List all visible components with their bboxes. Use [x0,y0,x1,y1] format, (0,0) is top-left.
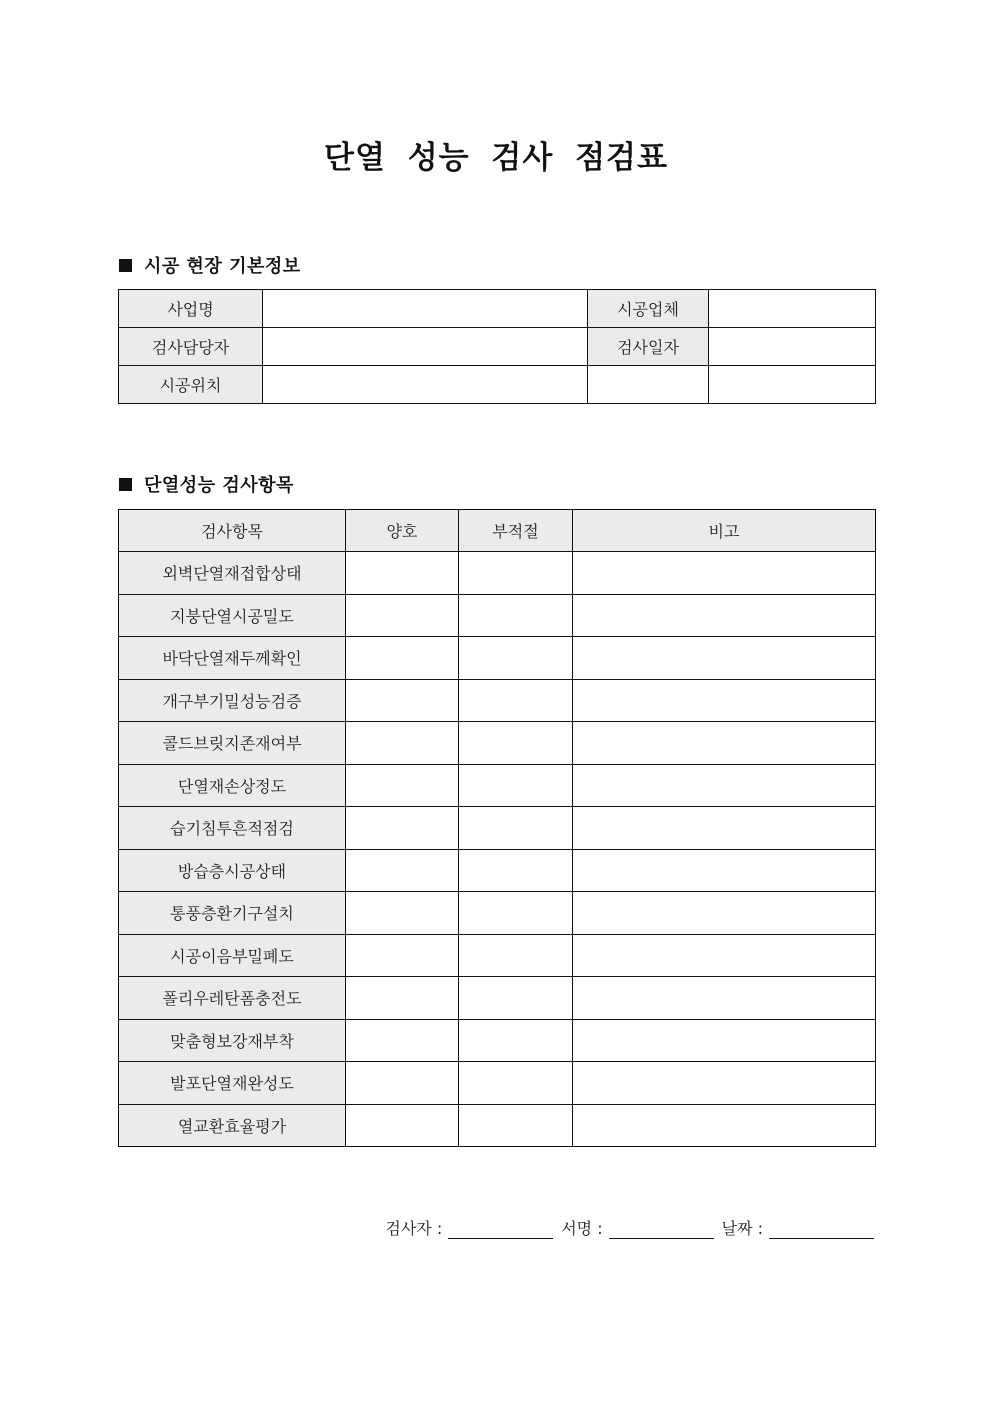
square-bullet-icon [119,259,132,272]
poor-check-cell[interactable] [459,552,573,595]
inspection-item-label: 시공이음부밀폐도 [119,934,346,977]
remarks-cell[interactable] [573,594,876,637]
inspection-item-label: 개구부기밀성능검증 [119,679,346,722]
good-check-cell[interactable] [346,637,459,680]
poor-check-cell[interactable] [459,1104,573,1147]
good-check-cell[interactable] [346,807,459,850]
good-check-cell[interactable] [346,1019,459,1062]
inspection-item-label: 열교환효율평가 [119,1104,346,1147]
site-info-table [118,289,876,404]
good-check-cell[interactable] [346,764,459,807]
good-check-cell[interactable] [346,594,459,637]
good-check-cell[interactable] [346,1062,459,1105]
poor-check-cell[interactable] [459,764,573,807]
poor-check-cell[interactable] [459,637,573,680]
remarks-cell[interactable] [573,679,876,722]
good-check-cell[interactable] [346,892,459,935]
inspection-row [119,722,876,765]
poor-check-cell[interactable] [459,977,573,1020]
good-check-cell[interactable] [346,849,459,892]
inspection-header-row [119,510,876,552]
site-info-label: 시공위치 [119,366,263,404]
inspection-row [119,892,876,935]
remarks-cell[interactable] [573,934,876,977]
inspection-row [119,1104,876,1147]
column-header-remarks: 비고 [573,510,876,552]
site-info-row [119,290,876,328]
remarks-cell[interactable] [573,1019,876,1062]
remarks-cell[interactable] [573,807,876,850]
good-check-cell[interactable] [346,552,459,595]
remarks-cell[interactable] [573,764,876,807]
remarks-cell[interactable] [573,849,876,892]
site-info-label: 사업명 [119,290,263,328]
remarks-cell[interactable] [573,637,876,680]
inspection-heading [119,471,294,497]
inspection-row [119,594,876,637]
inspection-item-label: 발포단열재완성도 [119,1062,346,1105]
inspection-item-label: 단열재손상정도 [119,764,346,807]
remarks-cell[interactable] [573,1062,876,1105]
inspection-row [119,1062,876,1105]
inspection-heading-text: 단열성능 검사항목 [144,475,294,496]
square-bullet-icon [119,478,132,491]
site-info-value-field[interactable] [263,328,588,366]
site-info-row [119,328,876,366]
inspection-row [119,849,876,892]
column-header-poor: 부적절 [459,510,573,552]
poor-check-cell[interactable] [459,679,573,722]
poor-check-cell[interactable] [459,594,573,637]
site-info-heading [119,252,301,278]
poor-check-cell[interactable] [459,1019,573,1062]
site-info-row [119,366,876,404]
site-info-value-field[interactable] [588,366,709,404]
site-info-value-field[interactable] [709,290,876,328]
inspection-row [119,807,876,850]
remarks-cell[interactable] [573,1104,876,1147]
inspection-row [119,552,876,595]
inspection-item-label: 바닥단열재두께확인 [119,637,346,680]
inspection-row [119,1019,876,1062]
inspection-item-label: 통풍층환기구설치 [119,892,346,935]
inspection-item-label: 지붕단열시공밀도 [119,594,346,637]
inspection-item-label: 콜드브릿지존재여부 [119,722,346,765]
inspection-item-label: 방습층시공상태 [119,849,346,892]
column-header-item: 검사항목 [119,510,346,552]
site-info-value-field[interactable] [709,328,876,366]
inspection-row [119,679,876,722]
site-info-value-field[interactable] [709,366,876,404]
inspection-row [119,977,876,1020]
remarks-cell[interactable] [573,552,876,595]
inspection-item-label: 습기침투흔적점검 [119,807,346,850]
good-check-cell[interactable] [346,1104,459,1147]
site-info-label: 시공업체 [588,290,709,328]
inspection-row [119,934,876,977]
inspection-table [118,509,876,1147]
inspection-row [119,764,876,807]
good-check-cell[interactable] [346,934,459,977]
remarks-cell[interactable] [573,892,876,935]
remarks-cell[interactable] [573,722,876,765]
poor-check-cell[interactable] [459,807,573,850]
poor-check-cell[interactable] [459,1062,573,1105]
inspector-field[interactable] [448,1220,553,1239]
date-field[interactable] [769,1220,874,1239]
site-info-label: 검사담당자 [119,328,263,366]
signature-field[interactable] [609,1220,714,1239]
site-info-value-field[interactable] [263,366,588,404]
date-label: 날짜 : [721,1219,763,1238]
inspection-row [119,637,876,680]
good-check-cell[interactable] [346,977,459,1020]
remarks-cell[interactable] [573,977,876,1020]
poor-check-cell[interactable] [459,892,573,935]
good-check-cell[interactable] [346,722,459,765]
document-title: 단열 성능 검사 점검표 [324,140,668,176]
poor-check-cell[interactable] [459,934,573,977]
inspection-item-label: 폴리우레탄폼충전도 [119,977,346,1020]
poor-check-cell[interactable] [459,849,573,892]
inspector-label: 검사자 : [385,1219,443,1238]
inspection-item-label: 맞춤형보강재부착 [119,1019,346,1062]
poor-check-cell[interactable] [459,722,573,765]
signature-label: 서명 : [561,1219,603,1238]
site-info-heading-text: 시공 현장 기본정보 [144,256,301,277]
site-info-label: 검사일자 [588,328,709,366]
site-info-value-field[interactable] [263,290,588,328]
inspection-item-label: 외벽단열재접합상태 [119,552,346,595]
good-check-cell[interactable] [346,679,459,722]
signature-footer [385,1216,874,1239]
column-header-good: 양호 [346,510,459,552]
